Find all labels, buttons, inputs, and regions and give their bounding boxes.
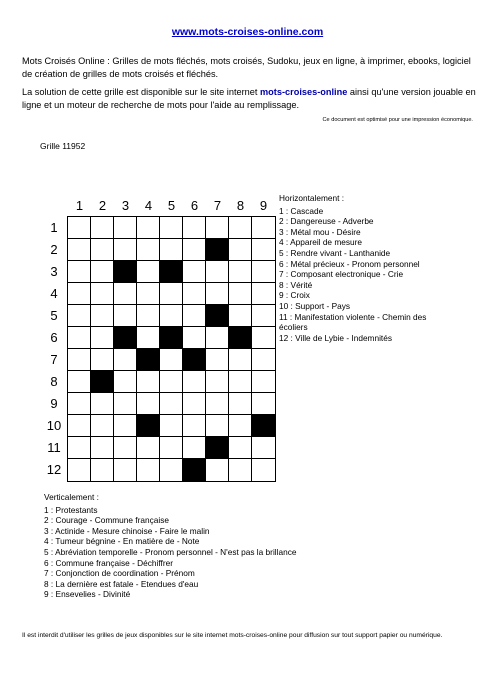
- row-number: 8: [50, 374, 58, 389]
- footer-legal-notice: Il est interdit d'utiliser les grilles de jeux disponibles sur le site internet mots-croises-online pour diffusion sur tout support papier ou numérique.: [22, 632, 443, 639]
- horizontal-clue: 12 : Ville de Lybie - Indemnités: [279, 332, 392, 343]
- grid-cell[interactable]: [114, 349, 137, 371]
- row-number: 1: [50, 220, 58, 235]
- grid-cell[interactable]: [183, 437, 206, 459]
- row-number: 5: [50, 308, 58, 323]
- grid-cell[interactable]: [160, 415, 183, 437]
- grid-cell[interactable]: [229, 283, 252, 305]
- grid-cell[interactable]: [183, 283, 206, 305]
- grid-cell[interactable]: [68, 283, 91, 305]
- grid-cell[interactable]: [68, 437, 91, 459]
- horizontal-clue: 4 : Appareil de mesure: [279, 237, 363, 248]
- column-number: 3: [121, 198, 130, 213]
- horizontal-clue: 11 : Manifestation violente - Chemin des écoliers: [279, 311, 427, 333]
- grid-cell[interactable]: [160, 393, 183, 415]
- vertical-clue: 6 : Commune française - Déchiffrer: [44, 557, 173, 568]
- grid-cell[interactable]: [183, 393, 206, 415]
- grid-cell[interactable]: [252, 261, 275, 283]
- grid-cell[interactable]: [68, 393, 91, 415]
- vertical-clues: [44, 492, 444, 600]
- grid-cell[interactable]: [68, 415, 91, 437]
- solution-text-after: ainsi qu'une version jouable en ligne et un moteur de recherche de mots pour l'aide au remplissage.: [22, 87, 476, 110]
- grid-cell[interactable]: [206, 393, 229, 415]
- horizontal-clue: 5 : Rendre vivant - Lanthanide: [279, 247, 391, 258]
- grid-cell[interactable]: [137, 261, 160, 283]
- grid-cell[interactable]: [160, 305, 183, 327]
- grid-cell[interactable]: [160, 217, 183, 239]
- grid-cell[interactable]: [91, 261, 114, 283]
- grid-black-cell: [137, 415, 160, 437]
- intro-paragraph: Mots Croisés Online : Grilles de mots fléchés, mots croisés, Sudoku, jeux en ligne, à imprimer, ebooks, logiciel de création de grilles de mots croisés et fléchés.: [22, 56, 471, 79]
- grid-cell[interactable]: [206, 327, 229, 349]
- horizontal-clue: 8 : Vérité: [279, 279, 313, 290]
- grid-cell[interactable]: [229, 217, 252, 239]
- grid-cell[interactable]: [160, 349, 183, 371]
- column-number: 4: [144, 198, 153, 213]
- grid-cell[interactable]: [137, 327, 160, 349]
- grid-cell[interactable]: [183, 415, 206, 437]
- grid-cell[interactable]: [137, 437, 160, 459]
- horizontal-title: Horizontalement :: [279, 193, 345, 203]
- row-number: 6: [50, 330, 58, 345]
- grid-cell[interactable]: [114, 437, 137, 459]
- grid-cell[interactable]: [137, 283, 160, 305]
- grid-cell[interactable]: [137, 393, 160, 415]
- grid-cell[interactable]: [114, 239, 137, 261]
- solution-site-link[interactable]: mots-croises-online: [260, 87, 348, 97]
- grid-cell[interactable]: [137, 239, 160, 261]
- grid-cell[interactable]: [68, 239, 91, 261]
- column-number: 8: [236, 198, 245, 213]
- column-number: 1: [75, 198, 84, 213]
- vertical-clue: 8 : La dernière est fatale - Etendues d'eau: [44, 578, 199, 589]
- grid-cell[interactable]: [183, 261, 206, 283]
- grid-black-cell: [183, 349, 206, 371]
- vertical-clue: 1 : Protestants: [44, 504, 98, 515]
- grid-cell[interactable]: [114, 371, 137, 393]
- grid-cell[interactable]: [206, 217, 229, 239]
- column-number: 9: [259, 198, 268, 213]
- grid-cell[interactable]: [68, 459, 91, 481]
- vertical-title: Verticalement :: [44, 492, 99, 502]
- grid-cell[interactable]: [68, 261, 91, 283]
- grid-black-cell: [206, 437, 229, 459]
- grid-cell[interactable]: [229, 371, 252, 393]
- site-url-link[interactable]: www.mots-croises-online.com: [171, 26, 324, 38]
- grid-cell[interactable]: [229, 459, 252, 481]
- grid-cell[interactable]: [114, 305, 137, 327]
- grid-cell[interactable]: [206, 459, 229, 481]
- row-number: 9: [50, 396, 58, 411]
- grid-cell[interactable]: [160, 371, 183, 393]
- grid-cell[interactable]: [114, 217, 137, 239]
- grid-cell[interactable]: [206, 349, 229, 371]
- grid-cell[interactable]: [114, 393, 137, 415]
- grid-black-cell: [252, 415, 275, 437]
- grid-cell[interactable]: [252, 459, 275, 481]
- grid-cell[interactable]: [137, 217, 160, 239]
- grid-black-cell: [206, 305, 229, 327]
- grid-cell[interactable]: [252, 437, 275, 459]
- grid-cell[interactable]: [114, 415, 137, 437]
- vertical-clue: 3 : Actinide - Mesure chinoise - Faire le malin: [44, 525, 210, 536]
- grid-cell[interactable]: [91, 415, 114, 437]
- grid-black-cell: [114, 261, 137, 283]
- grid-cell[interactable]: [137, 305, 160, 327]
- grid-cell[interactable]: [229, 393, 252, 415]
- horizontal-clue: 1 : Cascade: [279, 205, 324, 216]
- row-number: 12: [46, 462, 62, 477]
- grid-cell[interactable]: [183, 239, 206, 261]
- grid-cell[interactable]: [137, 371, 160, 393]
- grid-cell[interactable]: [91, 239, 114, 261]
- grid-cell[interactable]: [68, 349, 91, 371]
- grid-black-cell: [91, 371, 114, 393]
- grid-cell[interactable]: [91, 327, 114, 349]
- grid-cell[interactable]: [183, 217, 206, 239]
- grid-cell[interactable]: [160, 459, 183, 481]
- grid-cell[interactable]: [229, 349, 252, 371]
- horizontal-clue: 6 : Métal précieux - Pronom personnel: [279, 258, 420, 269]
- horizontal-clue: 3 : Métal mou - Désire: [279, 226, 361, 237]
- grid-cell[interactable]: [137, 459, 160, 481]
- grid-cell[interactable]: [91, 349, 114, 371]
- solution-paragraph: [22, 86, 477, 111]
- grid-cell[interactable]: [252, 283, 275, 305]
- grid-cell[interactable]: [229, 261, 252, 283]
- horizontal-clue: 9 : Croix: [279, 290, 310, 301]
- grid-cell[interactable]: [160, 239, 183, 261]
- grid-cell[interactable]: [252, 327, 275, 349]
- grid-black-cell: [206, 239, 229, 261]
- grid-cell[interactable]: [252, 217, 275, 239]
- horizontal-clues: [279, 193, 429, 343]
- vertical-clue: 9 : Ensevelies - Divinité: [44, 589, 131, 600]
- row-number: 4: [50, 286, 58, 301]
- grid-cell[interactable]: [91, 217, 114, 239]
- grid-cell[interactable]: [68, 327, 91, 349]
- grid-cell[interactable]: [252, 393, 275, 415]
- grid-cell[interactable]: [206, 261, 229, 283]
- print-note: Ce document est optimisé pour une impression économique.: [322, 117, 473, 123]
- grid-cell[interactable]: [114, 283, 137, 305]
- grid-black-cell: [160, 261, 183, 283]
- grid-black-cell: [229, 327, 252, 349]
- grid-black-cell: [183, 459, 206, 481]
- grid-cell[interactable]: [229, 415, 252, 437]
- crossword-grid: [67, 216, 276, 482]
- row-number: 7: [50, 352, 58, 367]
- grid-cell[interactable]: [183, 327, 206, 349]
- row-number: 11: [47, 440, 61, 455]
- row-number: 2: [50, 242, 58, 257]
- horizontal-clue: 2 : Dangereuse - Adverbe: [279, 216, 374, 227]
- grid-cell[interactable]: [229, 305, 252, 327]
- grid-black-cell: [114, 327, 137, 349]
- grid-black-cell: [160, 327, 183, 349]
- grid-cell[interactable]: [252, 305, 275, 327]
- grid-cell[interactable]: [206, 371, 229, 393]
- grid-cell[interactable]: [160, 283, 183, 305]
- row-number: 10: [46, 418, 62, 433]
- grid-black-cell: [137, 349, 160, 371]
- horizontal-clue: 7 : Composant electronique - Crie: [279, 269, 404, 280]
- grid-cell[interactable]: [68, 305, 91, 327]
- grid-cell[interactable]: [252, 239, 275, 261]
- vertical-clue: 5 : Abréviation temporelle - Pronom personnel - N'est pas la brillance: [44, 546, 297, 557]
- column-number: 5: [167, 198, 176, 213]
- grid-cell[interactable]: [206, 283, 229, 305]
- grid-cell[interactable]: [91, 459, 114, 481]
- grid-cell[interactable]: [229, 239, 252, 261]
- grid-cell[interactable]: [229, 437, 252, 459]
- grid-cell[interactable]: [206, 415, 229, 437]
- grid-cell[interactable]: [91, 437, 114, 459]
- grid-id: Grille 11952: [40, 141, 86, 151]
- grid-cell[interactable]: [160, 437, 183, 459]
- column-number: 7: [213, 198, 222, 213]
- grid-cell[interactable]: [183, 305, 206, 327]
- grid-cell[interactable]: [68, 217, 91, 239]
- grid-cell[interactable]: [183, 371, 206, 393]
- column-number: 6: [190, 198, 199, 213]
- grid-cell[interactable]: [114, 459, 137, 481]
- grid-cell[interactable]: [252, 371, 275, 393]
- grid-cell[interactable]: [91, 305, 114, 327]
- horizontal-clue: 10 : Support - Pays: [279, 300, 351, 311]
- vertical-clue: 2 : Courage - Commune française: [44, 515, 169, 526]
- grid-cell[interactable]: [91, 393, 114, 415]
- column-number: 2: [98, 198, 107, 213]
- grid-cell[interactable]: [68, 371, 91, 393]
- solution-text-before: La solution de cette grille est disponible sur le site internet: [22, 87, 258, 97]
- vertical-clue: 4 : Tumeur bégnine - En matière de - Note: [44, 536, 200, 547]
- grid-cell[interactable]: [252, 349, 275, 371]
- vertical-clue: 7 : Conjonction de coordination - Prénom: [44, 568, 195, 579]
- grid-cell[interactable]: [91, 283, 114, 305]
- row-number: 3: [50, 264, 58, 279]
